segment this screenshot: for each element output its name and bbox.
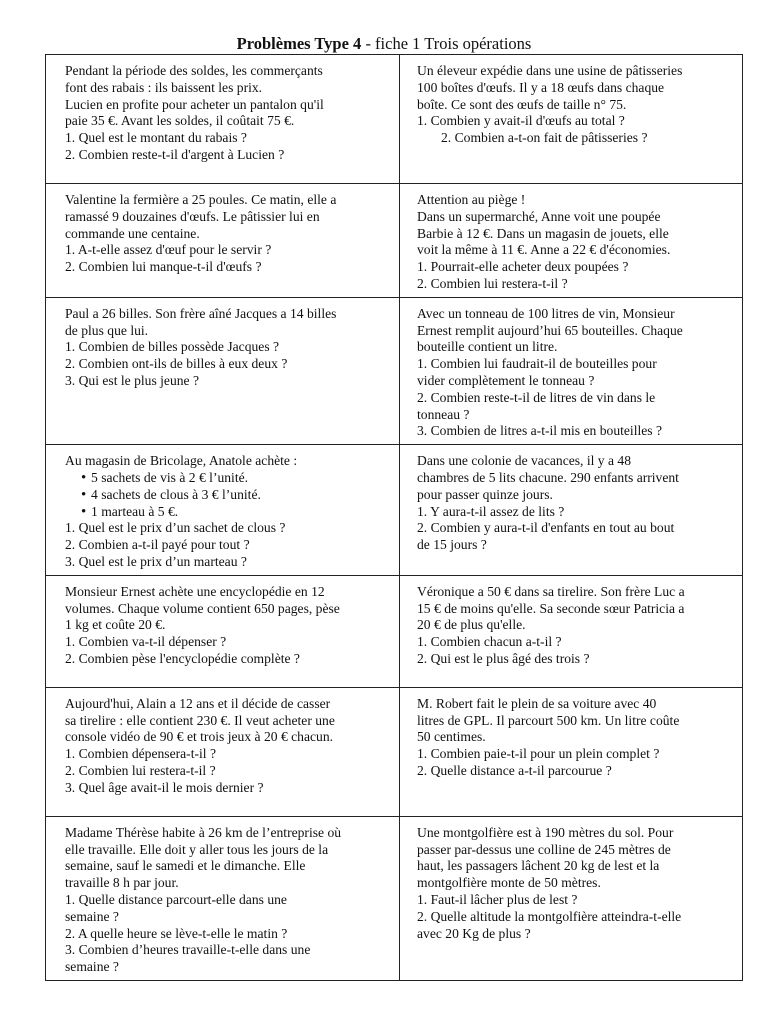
problem-line: 2. Combien a-t-il payé pour tout ? [65, 537, 250, 553]
problem-line: haut, les passagers lâchent 20 kg de lest et la [417, 858, 660, 874]
bullet-item: • 1 marteau à 5 €. [65, 504, 389, 521]
problem-card [46, 687, 400, 816]
problem-line: font des rabais : ils baissent les prix. [65, 79, 263, 95]
problem-line: Pendant la période des soldes, les commerçants [65, 63, 323, 78]
problem-line: Barbie à 12 €. Dans un magasin de jouets, elle [417, 225, 669, 241]
problem-line: tonneau ? [417, 406, 470, 422]
problem-card [46, 297, 400, 444]
problems-grid [45, 54, 743, 981]
problem-line: 20 € de plus qu'elle. [417, 617, 526, 633]
problem-line: volumes. Chaque volume contient 650 pages, pèse [65, 600, 340, 616]
problem-card [46, 55, 400, 184]
problem-line: de 15 jours ? [417, 537, 487, 553]
title-rest: - fiche 1 Trois opérations [361, 34, 532, 53]
problem-line: 1. Quel est le montant du rabais ? [65, 130, 247, 146]
problem-line: paie 35 €. Avant les soldes, il coûtait 75 €. [65, 113, 295, 129]
problem-line: 2. Combien lui manque-t-il d'œufs ? [65, 259, 262, 275]
problem-line: 1. Combien de billes possède Jacques ? [65, 339, 280, 355]
problem-line: Lucien en profite pour acheter un pantalon qu'il [65, 96, 324, 112]
problem-line: 15 € de moins qu'elle. Sa seconde sœur Patricia a [417, 600, 685, 616]
problem-line: 2. A quelle heure se lève-t-elle le matin ? [65, 925, 288, 941]
problem-line: 1. Quel est le prix d’un sachet de clous ? [65, 520, 286, 536]
problem-line: 1. Y aura-t-il assez de lits ? [417, 503, 565, 519]
problem-line: semaine ? [65, 908, 119, 924]
problem-card [46, 184, 400, 298]
problem-line: 3. Quel est le prix d’un marteau ? [65, 553, 247, 569]
problem-line: M. Robert fait le plein de sa voiture avec 40 [417, 695, 657, 711]
problem-card [46, 445, 400, 576]
problem-card [400, 687, 743, 816]
problem-line: de plus que lui. [65, 322, 149, 338]
problem-card [46, 816, 400, 980]
problem-line: 2. Combien lui restera-t-il ? [417, 275, 568, 291]
problem-line: montgolfière monte de 50 mètres. [417, 875, 601, 891]
problem-line: 2. Qui est le plus âgé des trois ? [417, 650, 590, 666]
problem-line: 2. Combien a-t-on fait de pâtisseries ? [441, 130, 648, 146]
problem-line: 50 centimes. [417, 729, 486, 745]
problem-line: 1. A-t-elle assez d'œuf pour le servir ? [65, 242, 272, 258]
problem-line: Une montgolfière est à 190 mètres du sol. Pour [417, 824, 674, 840]
problem-line: 1. Quelle distance parcourt-elle dans une [65, 891, 287, 907]
problem-line: 2. Combien lui restera-t-il ? [65, 762, 216, 778]
problem-line: Un éleveur expédie dans une usine de pâtisseries [417, 63, 683, 78]
problem-line: 1. Combien va-t-il dépenser ? [65, 634, 227, 650]
problem-line: boîte. Ce sont des œufs de taille n° 75. [417, 96, 627, 112]
problem-card [400, 816, 743, 980]
problem-line: chambres de 5 lits chacune. 290 enfants arrivent [417, 469, 679, 485]
problem-line: passer par-dessus une colline de 245 mètres de [417, 841, 671, 857]
problem-line: Monsieur Ernest achète une encyclopédie en 12 [65, 583, 325, 599]
problem-line: Au magasin de Bricolage, Anatole achète : [65, 453, 298, 469]
problem-line: semaine ? [65, 959, 119, 975]
problem-line: 1 kg et coûte 20 €. [65, 617, 166, 633]
problem-line: 2. Quelle distance a-t-il parcourue ? [417, 762, 612, 778]
problem-card [400, 445, 743, 576]
problem-card [400, 184, 743, 298]
problem-line: Dans un supermarché, Anne voit une poupée [417, 208, 661, 224]
problem-line: Madame Thérèse habite à 26 km de l’entreprise où [65, 824, 342, 840]
problem-line: vider complètement le tonneau ? [417, 372, 595, 388]
problem-line: Paul a 26 billes. Son frère aîné Jacques a 14 billes [65, 305, 337, 321]
problem-line: Avec un tonneau de 100 litres de vin, Monsieur [417, 305, 675, 321]
problem-line: Attention au piège ! [417, 192, 526, 207]
title-bold: Problèmes Type 4 [236, 34, 362, 53]
problem-line: Ernest remplit aujourd’hui 65 bouteilles. Chaque [417, 322, 683, 338]
bullet-item: • 4 sachets de clous à 3 € l’unité. [65, 487, 389, 504]
problem-line: 1. Combien dépensera-t-il ? [65, 746, 216, 762]
problem-line: pour passer quinze jours. [417, 486, 553, 502]
problem-line: Véronique a 50 € dans sa tirelire. Son frère Luc a [417, 583, 685, 599]
problem-line: bouteille contient un litre. [417, 339, 558, 355]
problem-line: 2. Combien reste-t-il de litres de vin dans le [417, 389, 656, 405]
problem-line: voit la même à 11 €. Anne a 22 € d'économies. [417, 242, 671, 258]
problem-line: 2. Combien ont-ils de billes à eux deux ? [65, 356, 288, 372]
problem-line: ramassé 9 douzaines d'œufs. Le pâtissier lui en [65, 208, 320, 224]
problem-card [400, 297, 743, 444]
problem-line: 1. Combien paie-t-il pour un plein complet ? [417, 746, 660, 762]
problem-line: 1. Combien chacun a-t-il ? [417, 634, 562, 650]
problem-line: sa tirelire : elle contient 230 €. Il veut acheter une [65, 712, 335, 728]
problem-line: avec 20 Kg de plus ? [417, 925, 531, 941]
problem-card [400, 55, 743, 184]
problem-line: Valentine la fermière a 25 poules. Ce matin, elle a [65, 192, 337, 207]
problem-line: 1. Combien lui faudrait-il de bouteilles pour [417, 356, 657, 372]
problem-line: 1. Combien y avait-il d'œufs au total ? [417, 113, 625, 129]
problem-line: elle travaille. Elle doit y aller tous les jours de la [65, 841, 329, 857]
problem-line: Dans une colonie de vacances, il y a 48 [417, 453, 632, 469]
problem-line: console vidéo de 90 € et trois jeux à 20 € chacun. [65, 729, 334, 745]
problem-line: 2. Quelle altitude la montgolfière atteindra-t-elle [417, 908, 682, 924]
problem-card [400, 575, 743, 687]
problem-line: 2. Combien y aura-t-il d'enfants en tout au bout [417, 520, 675, 536]
problem-line: travaille 8 h par jour. [65, 875, 179, 891]
problem-line: 2. Combien reste-t-il d'argent à Lucien ? [65, 146, 285, 162]
problem-line: semaine, sauf le samedi et le dimanche. Elle [65, 858, 306, 874]
problem-line: 3. Combien d’heures travaille-t-elle dans une [65, 942, 311, 958]
bullet-item: • 5 sachets de vis à 2 € l’unité. [65, 470, 389, 487]
problem-line: 2. Combien pèse l'encyclopédie complète ? [65, 650, 300, 666]
problem-line: 3. Combien de litres a-t-il mis en bouteilles ? [417, 423, 663, 439]
problem-line: commande une centaine. [65, 225, 200, 241]
problem-line: 1. Faut-il lâcher plus de lest ? [417, 891, 578, 907]
problem-line: litres de GPL. Il parcourt 500 km. Un litre coûte [417, 712, 680, 728]
problem-line: 3. Quel âge avait-il le mois dernier ? [65, 779, 264, 795]
problem-card [46, 575, 400, 687]
problem-line: 100 boîtes d'œufs. Il y a 18 œufs dans chaque [417, 79, 665, 95]
problem-line: Aujourd'hui, Alain a 12 ans et il décide de casser [65, 695, 331, 711]
problem-line: 3. Qui est le plus jeune ? [65, 372, 200, 388]
problem-line: 1. Pourrait-elle acheter deux poupées ? [417, 259, 629, 275]
page-title [0, 34, 768, 54]
